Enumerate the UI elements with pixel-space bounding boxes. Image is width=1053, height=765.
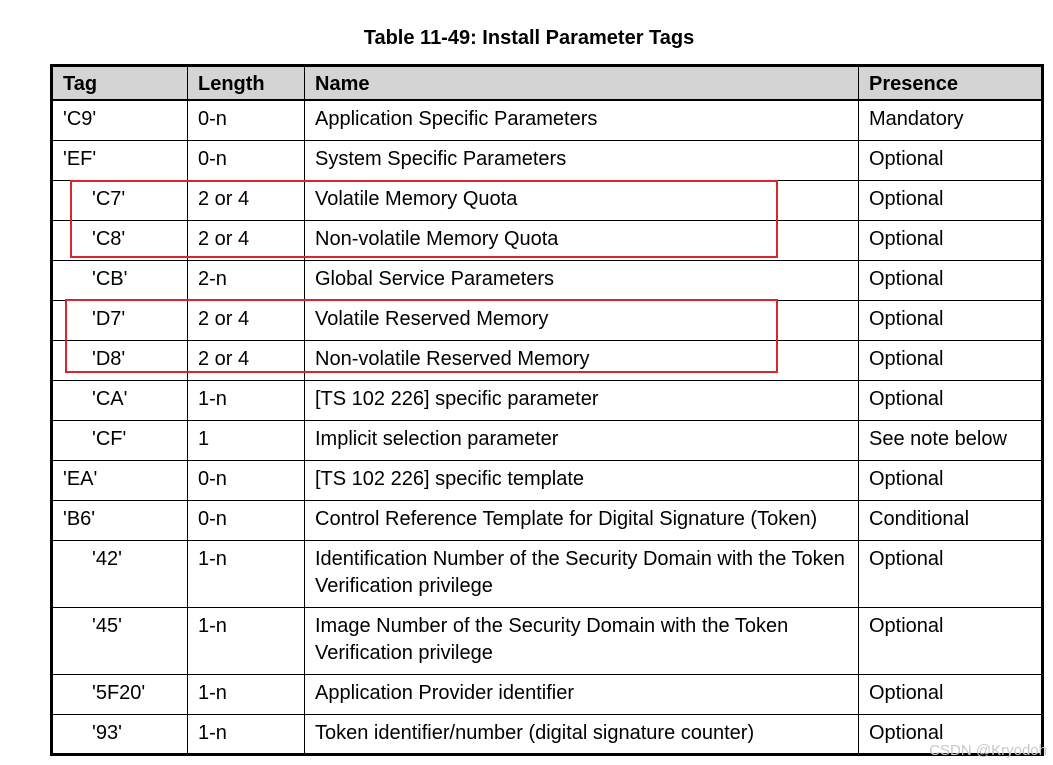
cell-name: Application Specific Parameters [305,100,859,140]
highlight-box-memory-quota [70,180,778,258]
cell-name: Token identifier/number (digital signature counter) [305,714,859,754]
cell-length: 0-n [188,140,305,180]
table-row [52,380,1043,420]
cell-tag: '93' [52,714,188,754]
cell-length: 0-n [188,500,305,540]
column-header-length: Length [188,66,305,101]
cell-tag: 'EA' [52,460,188,500]
header-row [52,66,1043,101]
cell-length: 1-n [188,380,305,420]
cell-name: Non-volatile Memory Quota [305,220,859,260]
install-parameter-tags-table [50,64,1044,756]
cell-presence: Conditional [859,500,1043,540]
cell-presence: Optional [859,380,1043,420]
cell-presence: Optional [859,340,1043,380]
cell-length: 2 or 4 [188,300,305,340]
column-header-name: Name [305,66,859,101]
cell-tag: 'D8' [52,340,188,380]
cell-name: Volatile Reserved Memory [305,300,859,340]
cell-length: 1-n [188,674,305,714]
cell-length: 1 [188,420,305,460]
table-row [52,607,1043,674]
cell-name: Control Reference Template for Digital Signature (Token) [305,500,859,540]
cell-presence: Optional [859,460,1043,500]
table-row [52,714,1043,754]
table-row [52,260,1043,300]
cell-length: 1-n [188,540,305,607]
table-row [52,500,1043,540]
table-row [52,460,1043,500]
table-row [52,674,1043,714]
watermark: CSDN @Kryodoh [929,742,1047,759]
cell-presence: Optional [859,220,1043,260]
cell-length: 1-n [188,607,305,674]
cell-tag: 'C8' [52,220,188,260]
cell-name: Implicit selection parameter [305,420,859,460]
cell-name: [TS 102 226] specific template [305,460,859,500]
cell-presence: See note below [859,420,1043,460]
cell-tag: 'D7' [52,300,188,340]
table-row [52,100,1043,140]
cell-tag: '5F20' [52,674,188,714]
cell-tag: 'EF' [52,140,188,180]
cell-presence: Optional [859,300,1043,340]
table-row [52,140,1043,180]
cell-length: 2 or 4 [188,220,305,260]
cell-length: 0-n [188,100,305,140]
cell-name: Identification Number of the Security Domain with the Token Verification privilege [305,540,859,607]
cell-length: 0-n [188,460,305,500]
cell-length: 2 or 4 [188,180,305,220]
cell-name: System Specific Parameters [305,140,859,180]
cell-presence: Optional [859,180,1043,220]
cell-length: 2 or 4 [188,340,305,380]
cell-presence: Optional [859,674,1043,714]
cell-tag: '42' [52,540,188,607]
cell-length: 2-n [188,260,305,300]
column-header-tag: Tag [52,66,188,101]
cell-name: Image Number of the Security Domain with the Token Verification privilege [305,607,859,674]
cell-name: [TS 102 226] specific parameter [305,380,859,420]
cell-presence: Optional [859,140,1043,180]
cell-tag: 'C7' [52,180,188,220]
cell-presence: Optional [859,540,1043,607]
cell-presence: Optional [859,714,1043,754]
table-row [52,540,1043,607]
cell-presence: Optional [859,260,1043,300]
cell-name: Non-volatile Reserved Memory [305,340,859,380]
cell-tag: 'CB' [52,260,188,300]
cell-tag: 'B6' [52,500,188,540]
cell-tag: 'C9' [52,100,188,140]
column-header-presence: Presence [859,66,1043,101]
cell-tag: 'CF' [52,420,188,460]
cell-presence: Optional [859,607,1043,674]
cell-tag: 'CA' [52,380,188,420]
cell-name: Global Service Parameters [305,260,859,300]
cell-presence: Mandatory [859,100,1043,140]
cell-name: Volatile Memory Quota [305,180,859,220]
cell-length: 1-n [188,714,305,754]
table-row [52,420,1043,460]
cell-tag: '45' [52,607,188,674]
cell-name: Application Provider identifier [305,674,859,714]
highlight-box-reserved-memory [65,299,778,373]
table-caption: Table 11-49: Install Parameter Tags [363,27,695,49]
